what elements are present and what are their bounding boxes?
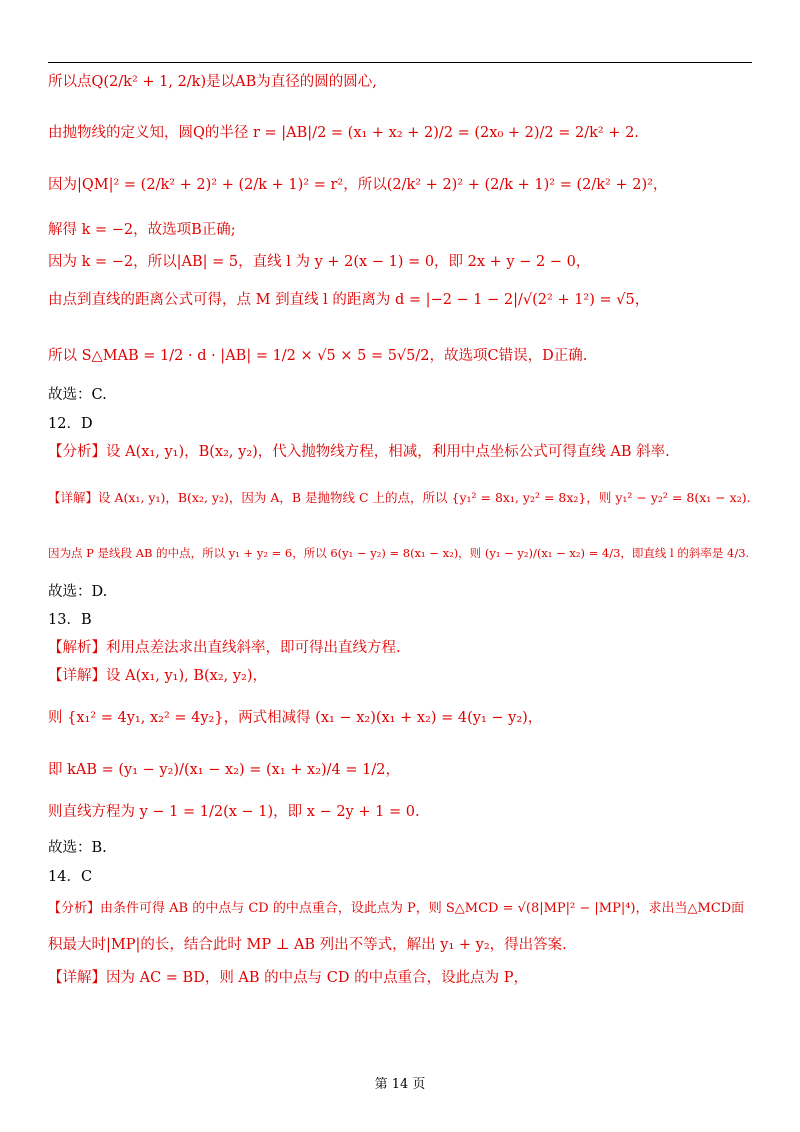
text-line: 即 kAB = (y₁ − y₂)/(x₁ − x₂) = (x₁ + x₂)/4 = 1/2， bbox=[48, 762, 400, 778]
text-line: 12．D bbox=[48, 416, 93, 432]
text-line: 则 {x₁² = 4y₁, x₂² = 4y₂}，两式相减得 (x₁ − x₂)(x₁ + x₂) = 4(y₁ − y₂)， bbox=[48, 710, 543, 726]
text-line: 因为|QM|² = (2/k² + 2)² + (2/k + 1)² = r²，所以(2/k² + 2)² + (2/k + 1)² = (2/k² + 2)²， bbox=[48, 177, 668, 193]
text-line: 所以 S△MAB = 1/2 · d · |AB| = 1/2 × √5 × 5 = 5√5/2，故选项C错误，D正确. bbox=[48, 348, 588, 364]
text-line: 则直线方程为 y − 1 = 1/2(x − 1)，即 x − 2y + 1 = 0. bbox=[48, 804, 420, 820]
text-line: 由点到直线的距离公式可得，点 M 到直线 l 的距离为 d = |−2 − 1 − 2|/√(2² + 1²) = √5， bbox=[48, 292, 650, 308]
text-line: 积最大时|MP|的长，结合此时 MP ⊥ AB 列出不等式，解出 y₁ + y₂，得出答案. bbox=[48, 937, 567, 953]
text-line: 所以点Q(2/k² + 1, 2/k)是以AB为直径的圆的圆心, bbox=[48, 74, 377, 90]
page-number: 第 14 页 bbox=[374, 1077, 426, 1092]
text-line: 【详解】设 A(x₁, y₁)，B(x₂, y₂)，因为 A，B 是抛物线 C 上的点，所以 {y₁² = 8x₁, y₂² = 8x₂}，则 y₁² − y₂² = 8(x₁ − x₂). bbox=[48, 490, 751, 505]
text-line: 故选：C. bbox=[48, 387, 107, 403]
text-line: 故选：B. bbox=[48, 840, 107, 856]
text-line: 【解析】利用点差法求出直线斜率，即可得出直线方程. bbox=[48, 640, 401, 656]
text-line: 【详解】因为 AC = BD，则 AB 的中点与 CD 的中点重合，设此点为 P， bbox=[48, 970, 528, 986]
text-line: 故选：D. bbox=[48, 584, 108, 600]
text-line: 因为点 P 是线段 AB 的中点，所以 y₁ + y₂ = 6，所以 6(y₁ − y₂) = 8(x₁ − x₂)，则 (y₁ − y₂)/(x₁ − x₂) = 4/3，即直线 l 的斜率是 4/3. bbox=[48, 546, 750, 560]
text-line: 【详解】设 A(x₁, y₁), B(x₂, y₂)， bbox=[48, 668, 268, 684]
text-line: 解得 k = −2，故选项B正确; bbox=[48, 222, 236, 238]
text-line: 14．C bbox=[48, 869, 93, 885]
text-line: 由抛物线的定义知，圆Q的半径 r = |AB|/2 = (x₁ + x₂ + 2)/2 = (2x₀ + 2)/2 = 2/k² + 2. bbox=[48, 125, 639, 141]
header-rule bbox=[48, 62, 752, 63]
text-line: 因为 k = −2，所以|AB| = 5，直线 l 为 y + 2(x − 1) = 0，即 2x + y − 2 − 0， bbox=[48, 254, 591, 270]
text-line: 13．B bbox=[48, 612, 92, 628]
text-line: 【分析】设 A(x₁, y₁)，B(x₂, y₂)，代入抛物线方程，相减，利用中点坐标公式可得直线 AB 斜率. bbox=[48, 444, 670, 460]
text-line: 【分析】由条件可得 AB 的中点与 CD 的中点重合，设此点为 P，则 S△MCD = √(8|MP|² − |MP|⁴)，求出当△MCD面 bbox=[48, 901, 745, 916]
